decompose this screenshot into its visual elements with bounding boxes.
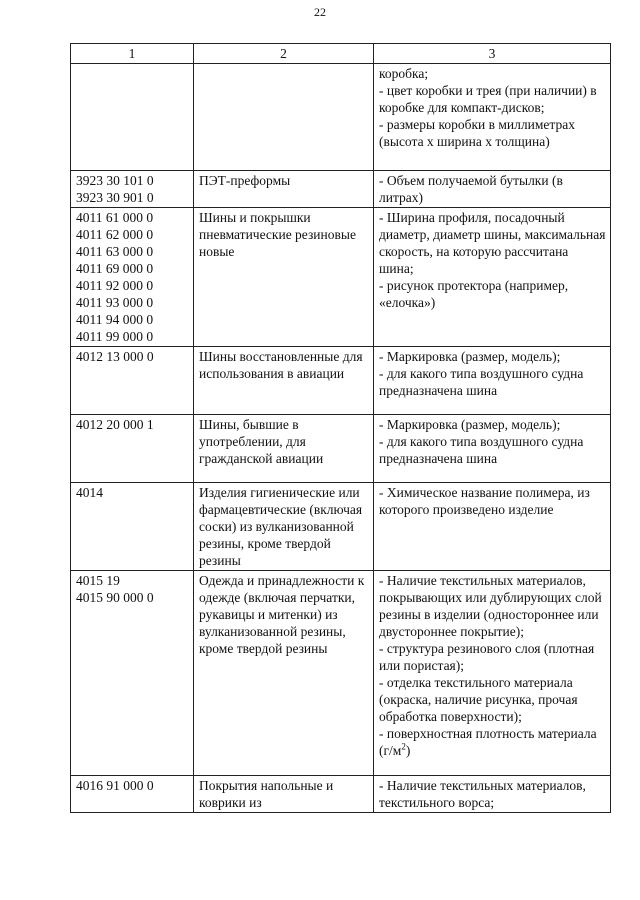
attribute-line: - отделка текстильного материала (окраска, наличие рисунка, прочая обработка поверхности);: [379, 675, 578, 724]
code-line: 4016 91 000 0: [76, 778, 154, 793]
attributes-cell: [374, 347, 611, 415]
table-row: [71, 64, 611, 171]
classification-table: [70, 43, 611, 813]
code-cell: [71, 415, 194, 483]
code-line: 4014: [76, 485, 103, 500]
table-header-row: [71, 44, 611, 64]
attribute-line-with-unit: [379, 725, 606, 759]
code-line: 4011 63 000 0: [76, 244, 154, 259]
code-line: 4011 69 000 0: [76, 261, 154, 276]
code-line: 4011 62 000 0: [76, 227, 154, 242]
attribute-line: - Наличие текстильных материалов, текстильного ворса;: [379, 778, 586, 810]
code-cell: [71, 347, 194, 415]
attribute-line: - рисунок протектора (например, «елочка»): [379, 278, 569, 310]
attributes-cell: [374, 208, 611, 347]
name-cell: [194, 64, 374, 171]
name-cell: Шины восстановленные для использования в авиации: [194, 347, 374, 415]
attribute-line: - Объем получаемой бутылки (в литрах): [379, 173, 563, 205]
code-cell: [71, 776, 194, 813]
unit-superscript: 2: [401, 741, 406, 752]
code-line: 4011 93 000 0: [76, 295, 154, 310]
attributes-cell: [374, 483, 611, 571]
table-row: [71, 347, 611, 415]
name-cell: ПЭТ-преформы: [194, 171, 374, 208]
attributes-cell: [374, 415, 611, 483]
code-line: 4011 94 000 0: [76, 312, 154, 327]
attribute-line: - Маркировка (размер, модель);: [379, 349, 561, 364]
attributes-cell: [374, 171, 611, 208]
code-line: 4011 99 000 0: [76, 329, 154, 344]
name-cell: Изделия гигиенические или фармацевтические (включая соски) из вулканизованной резины, кроме твердой резины: [194, 483, 374, 571]
code-cell: [71, 208, 194, 347]
name-cell: Шины, бывшие в употреблении, для гражданской авиации: [194, 415, 374, 483]
attribute-line: коробка;: [379, 66, 429, 81]
code-line: 4015 90 000 0: [76, 590, 154, 605]
attribute-line: - цвет коробки и трея (при наличии) в коробке для компакт-дисков;: [379, 83, 597, 115]
code-line: 4011 92 000 0: [76, 278, 154, 293]
attribute-line: - структура резинового слоя (плотная или пористая);: [379, 641, 595, 673]
table-row: [71, 415, 611, 483]
name-cell: Одежда и принадлежности к одежде (включая перчатки, рукавицы и митенки) из вулканизованной резины, кроме твердой резины: [194, 571, 374, 776]
table-row: [71, 208, 611, 347]
page-number: 22: [314, 5, 326, 19]
attributes-cell: [374, 776, 611, 813]
code-line: 4011 61 000 0: [76, 210, 154, 225]
header-col-3: 3: [374, 44, 611, 64]
attribute-line: - Химическое название полимера, из которого произведено изделие: [379, 485, 590, 517]
code-cell: [71, 483, 194, 571]
code-cell: [71, 64, 194, 171]
attribute-line: - Ширина профиля, посадочный диаметр, диаметр шины, максимальная скорость, на которую рассчитана шина;: [379, 210, 606, 276]
attribute-line: - Маркировка (размер, модель);: [379, 417, 561, 432]
table-row: [71, 776, 611, 813]
attribute-line: - размеры коробки в миллиметрах (высота х ширина х толщина): [379, 117, 575, 149]
code-line: 3923 30 101 0: [76, 173, 154, 188]
code-cell: [71, 171, 194, 208]
attributes-cell: [374, 64, 611, 171]
code-line: 4015 19: [76, 573, 120, 588]
header-col-1: 1: [71, 44, 194, 64]
code-line: 4012 13 000 0: [76, 349, 154, 364]
attributes-cell: [374, 571, 611, 776]
attribute-text: - поверхностная плотность материала (г/м: [379, 726, 597, 758]
name-cell: Шины и покрышки пневматические резиновые новые: [194, 208, 374, 347]
attribute-line: - Наличие текстильных материалов, покрывающих или дублирующих слой резины в изделии (одностороннее или двустороннее покрытие);: [379, 573, 602, 639]
table-row: [71, 171, 611, 208]
attribute-line: - для какого типа воздушного судна предназначена шина: [379, 434, 584, 466]
header-col-2: 2: [194, 44, 374, 64]
table-row: [71, 571, 611, 776]
attribute-line: - для какого типа воздушного судна предназначена шина: [379, 366, 584, 398]
table-row: [71, 483, 611, 571]
name-cell: Покрытия напольные и коврики из: [194, 776, 374, 813]
code-line: 4012 20 000 1: [76, 417, 154, 432]
code-line: 3923 30 901 0: [76, 190, 154, 205]
attribute-tail: ): [405, 743, 411, 758]
code-cell: [71, 571, 194, 776]
